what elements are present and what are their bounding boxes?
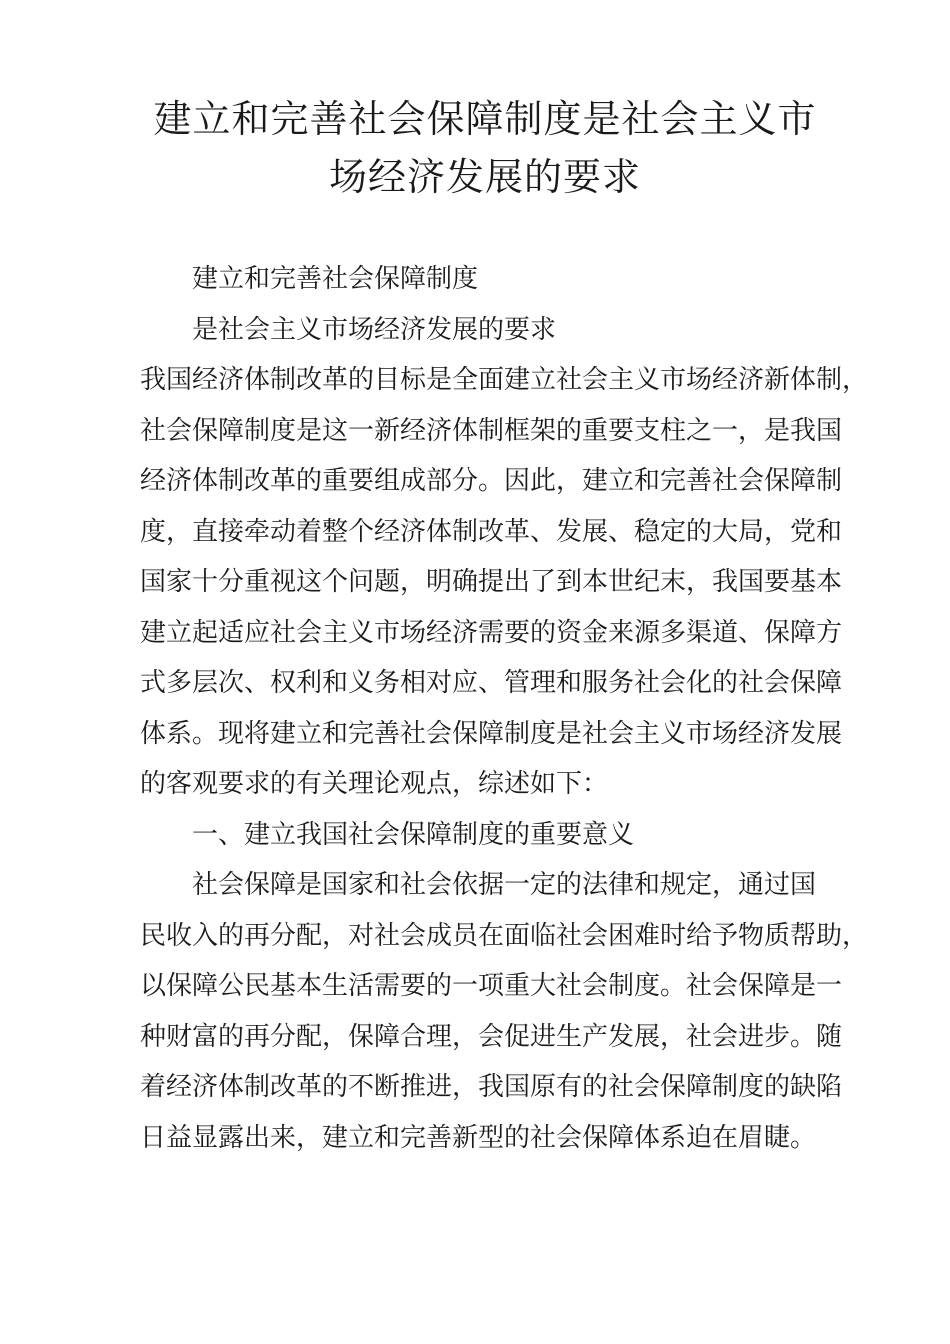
text-line: 式多层次、权利和义务相对应、管理和服务社会化的社会保障 xyxy=(140,668,843,698)
document-body xyxy=(140,254,869,1163)
title-line-1: 建立和完善社会保障制度是社会主义市 xyxy=(153,97,817,141)
text-line: 的客观要求的有关理论观点，综述如下： xyxy=(140,769,609,799)
text-line: 度，直接牵动着整个经济体制改革、发展、稳定的大局，党和 xyxy=(140,516,843,547)
text-line: 体系。现将建立和完善社会保障制度是社会主义市场经济发展 xyxy=(140,718,843,749)
text-line: 我国经济体制改革的目标是全面建立社会主义市场经济新体制， xyxy=(140,365,869,395)
text-line: 国家十分重视这个问题，明确提出了到本世纪末，我国要基本 xyxy=(140,567,843,597)
text-line: 是社会主义市场经济发展的要求 xyxy=(192,314,557,345)
text-line: 一、建立我国社会保障制度的重要意义 xyxy=(192,819,635,850)
text-line: 建立和完善社会保障制度 xyxy=(192,264,479,294)
text-line: 民收入的再分配，对社会成员在面临社会困难时给予物质帮助， xyxy=(140,920,869,951)
text-line: 日益显露出来，建立和完善新型的社会保障体系迫在眉睫。 xyxy=(140,1122,817,1153)
document-title xyxy=(140,90,830,206)
text-line: 种财富的再分配，保障合理，会促进生产发展，社会进步。随 xyxy=(140,1021,843,1052)
text-line: 社会保障制度是这一新经济体制框架的重要支柱之一，是我国 xyxy=(140,415,843,446)
text-line: 以保障公民基本生活需要的一项重大社会制度。社会保障是一 xyxy=(140,971,843,1001)
text-line: 着经济体制改革的不断推进，我国原有的社会保障制度的缺陷 xyxy=(140,1072,843,1102)
text-line: 社会保障是国家和社会依据一定的法律和规定，通过国 xyxy=(192,870,817,900)
title-line-2: 场经济发展的要求 xyxy=(328,155,641,199)
text-line: 建立起适应社会主义市场经济需要的资金来源多渠道、保障方 xyxy=(140,617,843,648)
text-line: 经济体制改革的重要组成部分。因此，建立和完善社会保障制 xyxy=(140,466,843,496)
